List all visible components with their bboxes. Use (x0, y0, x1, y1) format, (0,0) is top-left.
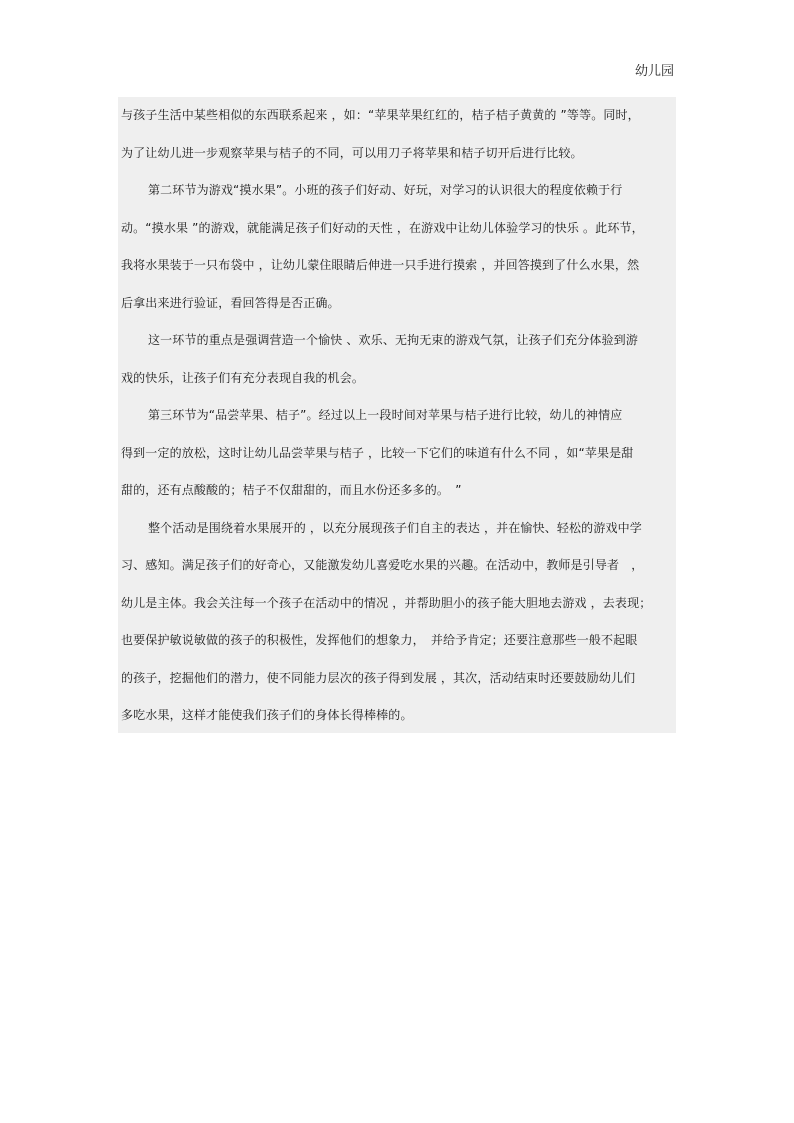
text-line: 习、感知。满足孩子们的好奇心，又能激发幼儿喜爱吃水果的兴趣。在活动中，教师是引导者 ， (121, 558, 644, 572)
text-line: 得到一定的放松，这时让幼儿品尝苹果与桔子 ，比较一下它们的味道有什么不同 ，如“苹果是甜 (121, 445, 634, 460)
text-line: 的孩子，挖掘他们的潜力，使不同能力层次的孩子得到发展 ，其次，活动结束时还要鼓励幼儿们 (121, 670, 636, 685)
text-line: 甜的，还有点酸酸的；桔子不仅甜甜的，而且水份还多多的。 ” (121, 483, 462, 497)
text-line: 多吃水果，这样才能使我们孩子们的身体长得棒棒的。 (121, 708, 413, 722)
text-line: 戏的快乐，让孩子们有充分表现自我的机会。 (121, 370, 365, 385)
page-header: 幼儿园 (634, 64, 674, 79)
paragraph-start-line: 整个活动是围绕着水果展开的 ，以充分展现孩子们自主的表达 ，并在愉快、轻松的游戏中学 (148, 520, 642, 535)
text-line: 幼儿是主体。我会关注每一个孩子在活动中的情况 ，并帮助胆小的孩子能大胆地去游戏 ，去表现； (121, 595, 652, 610)
text-line: 后拿出来进行验证，看回答得是否正确。 (121, 295, 340, 310)
text-line: 与孩子生活中某些相似的东西联系起来 ，如：“苹果苹果红红的，桔子桔子黄黄的 ”等等。同时， (121, 108, 640, 122)
text-line: 我将水果装于一只布袋中 ，让幼儿蒙住眼睛后伸进一只手进行摸索 ，并回答摸到了什么水果，然 (121, 258, 640, 272)
text-line: 也要保护敏说敏做的孩子的积极性，发挥他们的想象力， 并给予肯定；还要注意那些一般不起眼 (121, 633, 638, 647)
paragraph-start-line: 这一环节的重点是强调营造一个愉快 、欢乐、无拘无束的游戏气氛，让孩子们充分体验到游 (148, 333, 638, 347)
document-body (118, 97, 676, 733)
text-line: 动。“摸水果 ”的游戏，就能满足孩子们好动的天性 ，在游戏中让幼儿体验学习的快乐 。此环节， (121, 220, 644, 235)
text-line: 为了让幼儿进一步观察苹果与桔子的不同，可以用刀子将苹果和桔子切开后进行比较。 (121, 145, 583, 160)
paragraph-start-line: 第三环节为“品尝苹果、桔子”。经过以上一段时间对苹果与桔子进行比较，幼儿的神情应 (148, 408, 623, 422)
paragraph-start-line: 第二环节为游戏“摸水果”。小班的孩子们好动、好玩，对学习的认识很大的程度依赖于行 (148, 183, 623, 197)
